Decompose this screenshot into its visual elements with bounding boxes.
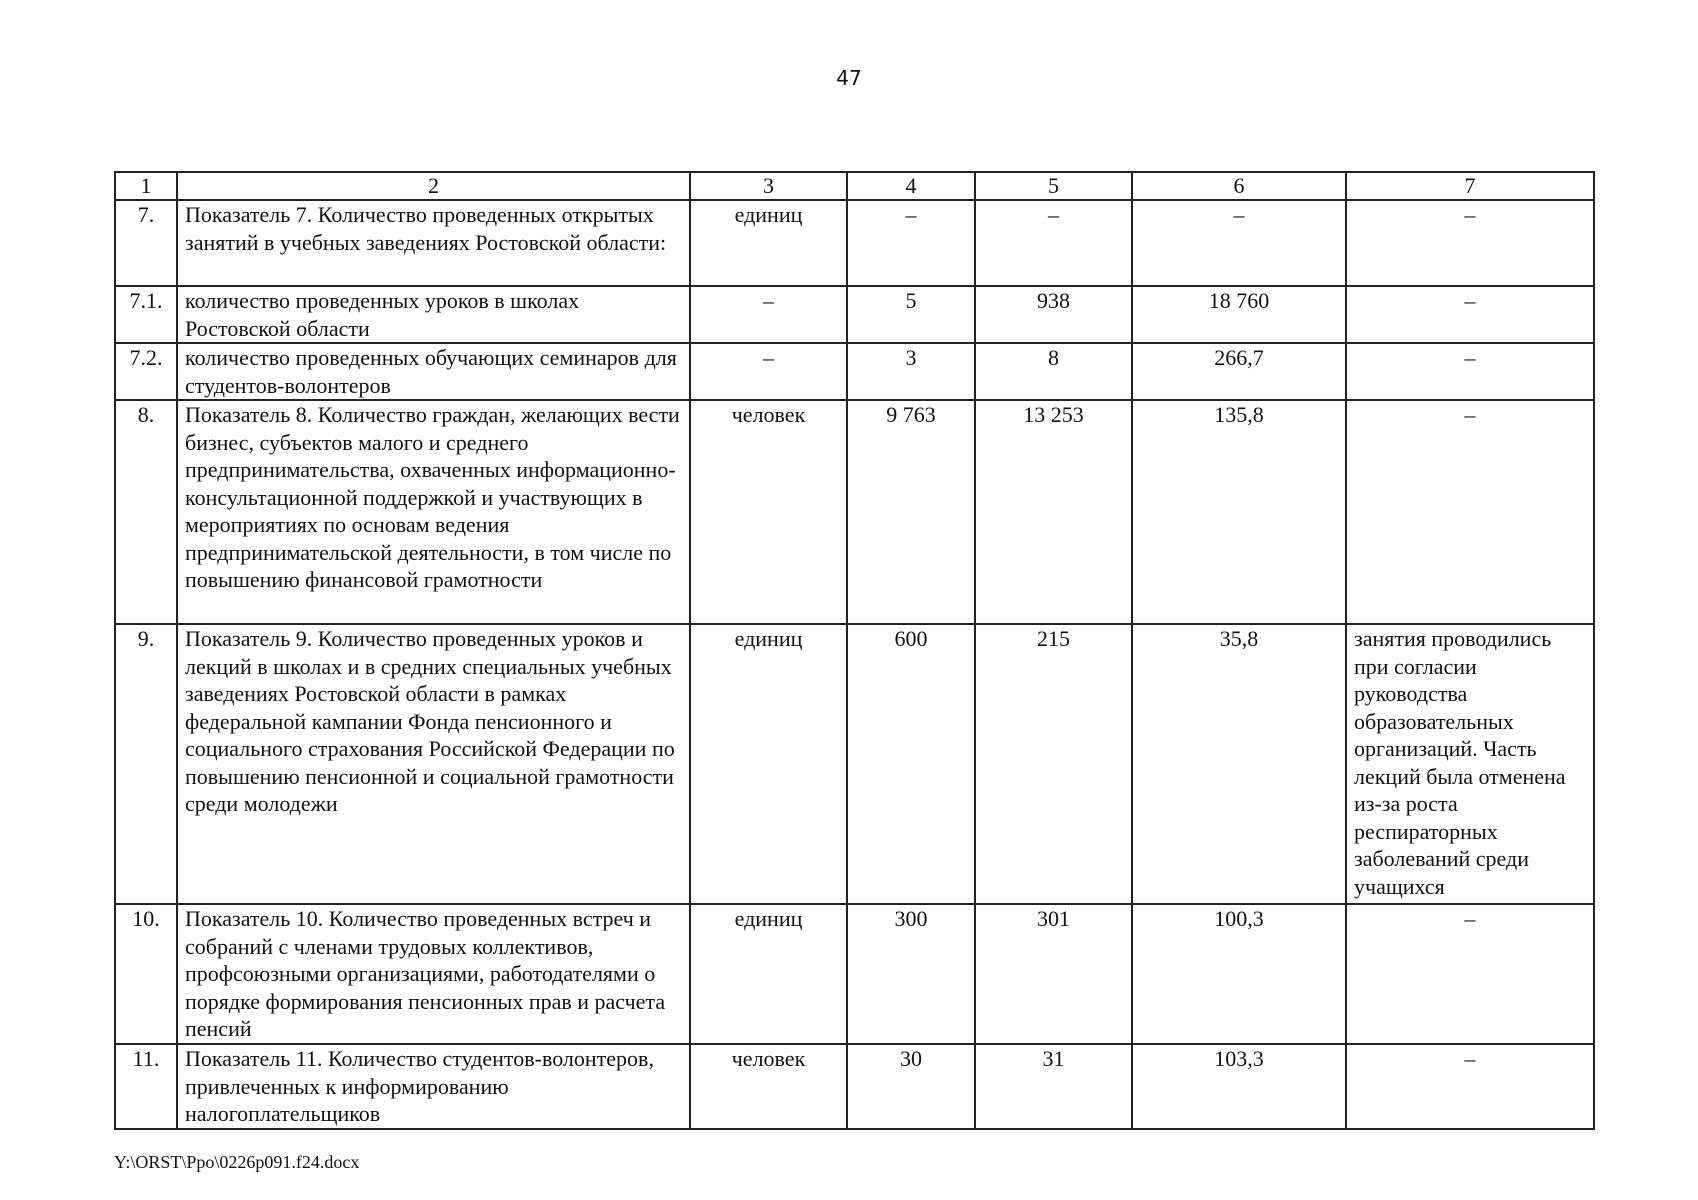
row-number: 7.1. [115, 286, 177, 343]
note: – [1346, 286, 1594, 343]
percent-value: 18 760 [1132, 286, 1346, 343]
plan-value: 5 [847, 286, 975, 343]
indicator-name: Показатель 10. Количество проведенных встреч и собраний с членами трудовых коллективов, профсоюзными организациями, работодателями о порядке формирования пенсионных прав и расчета пенсий [177, 904, 690, 1044]
indicator-name: количество проведенных уроков в школах Ростовской области [177, 286, 690, 343]
fact-value: – [975, 200, 1132, 286]
percent-value: 103,3 [1132, 1044, 1346, 1129]
indicators-table [114, 171, 1595, 1130]
header-cell: 7 [1346, 172, 1594, 200]
plan-value: 300 [847, 904, 975, 1044]
indicator-name: количество проведенных обучающих семинаров для студентов-волонтеров [177, 343, 690, 400]
header-cell: 1 [115, 172, 177, 200]
note: – [1346, 200, 1594, 286]
row-number: 10. [115, 904, 177, 1044]
unit: единиц [690, 904, 847, 1044]
percent-value: – [1132, 200, 1346, 286]
plan-value: 30 [847, 1044, 975, 1129]
table-header-row [115, 172, 1594, 200]
table-row [115, 286, 1594, 343]
header-cell: 2 [177, 172, 690, 200]
row-number: 9. [115, 624, 177, 904]
plan-value: 9 763 [847, 400, 975, 624]
unit: человек [690, 1044, 847, 1129]
note: занятия проводились при согласии руководства образовательных организаций. Часть лекций была отменена из-за роста респираторных заболеваний среди учащихся [1346, 624, 1594, 904]
row-number: 11. [115, 1044, 177, 1129]
row-number: 7.2. [115, 343, 177, 400]
fact-value: 13 253 [975, 400, 1132, 624]
note: – [1346, 1044, 1594, 1129]
fact-value: 8 [975, 343, 1132, 400]
note: – [1346, 400, 1594, 624]
percent-value: 135,8 [1132, 400, 1346, 624]
unit: – [690, 343, 847, 400]
fact-value: 31 [975, 1044, 1132, 1129]
header-cell: 4 [847, 172, 975, 200]
note: – [1346, 343, 1594, 400]
header-cell: 6 [1132, 172, 1346, 200]
plan-value: 600 [847, 624, 975, 904]
unit: единиц [690, 624, 847, 904]
table-row [115, 904, 1594, 1044]
fact-value: 215 [975, 624, 1132, 904]
note: – [1346, 904, 1594, 1044]
page-number: 47 [836, 66, 862, 90]
table-row [115, 400, 1594, 624]
indicator-name: Показатель 11. Количество студентов-волонтеров, привлеченных к информированию налогоплательщиков [177, 1044, 690, 1129]
file-path-footer: Y:\ORST\Ppo\0226p091.f24.docx [114, 1152, 360, 1172]
indicator-name: Показатель 9. Количество проведенных уроков и лекций в школах и в средних специальных учебных заведениях Ростовской области в рамках федеральной кампании Фонда пенсионного и социального страхования Российской Федерации по повышению пенсионной и социальной грамотности среди молодежи [177, 624, 690, 904]
header-cell: 3 [690, 172, 847, 200]
header-cell: 5 [975, 172, 1132, 200]
percent-value: 35,8 [1132, 624, 1346, 904]
indicator-name: Показатель 8. Количество граждан, желающих вести бизнес, субъектов малого и среднего предпринимательства, охваченных информационно-консультационной поддержкой и участвующих в мероприятиях по основам ведения предпринимательской деятельности, в том числе по повышению финансовой грамотности [177, 400, 690, 624]
plan-value: 3 [847, 343, 975, 400]
plan-value: – [847, 200, 975, 286]
percent-value: 100,3 [1132, 904, 1346, 1044]
table-row [115, 624, 1594, 904]
fact-value: 938 [975, 286, 1132, 343]
row-number: 7. [115, 200, 177, 286]
unit: человек [690, 400, 847, 624]
table-row [115, 200, 1594, 286]
unit: – [690, 286, 847, 343]
table-row [115, 1044, 1594, 1129]
fact-value: 301 [975, 904, 1132, 1044]
indicator-name: Показатель 7. Количество проведенных открытых занятий в учебных заведениях Ростовской области: [177, 200, 690, 286]
percent-value: 266,7 [1132, 343, 1346, 400]
unit: единиц [690, 200, 847, 286]
table-row [115, 343, 1594, 400]
row-number: 8. [115, 400, 177, 624]
